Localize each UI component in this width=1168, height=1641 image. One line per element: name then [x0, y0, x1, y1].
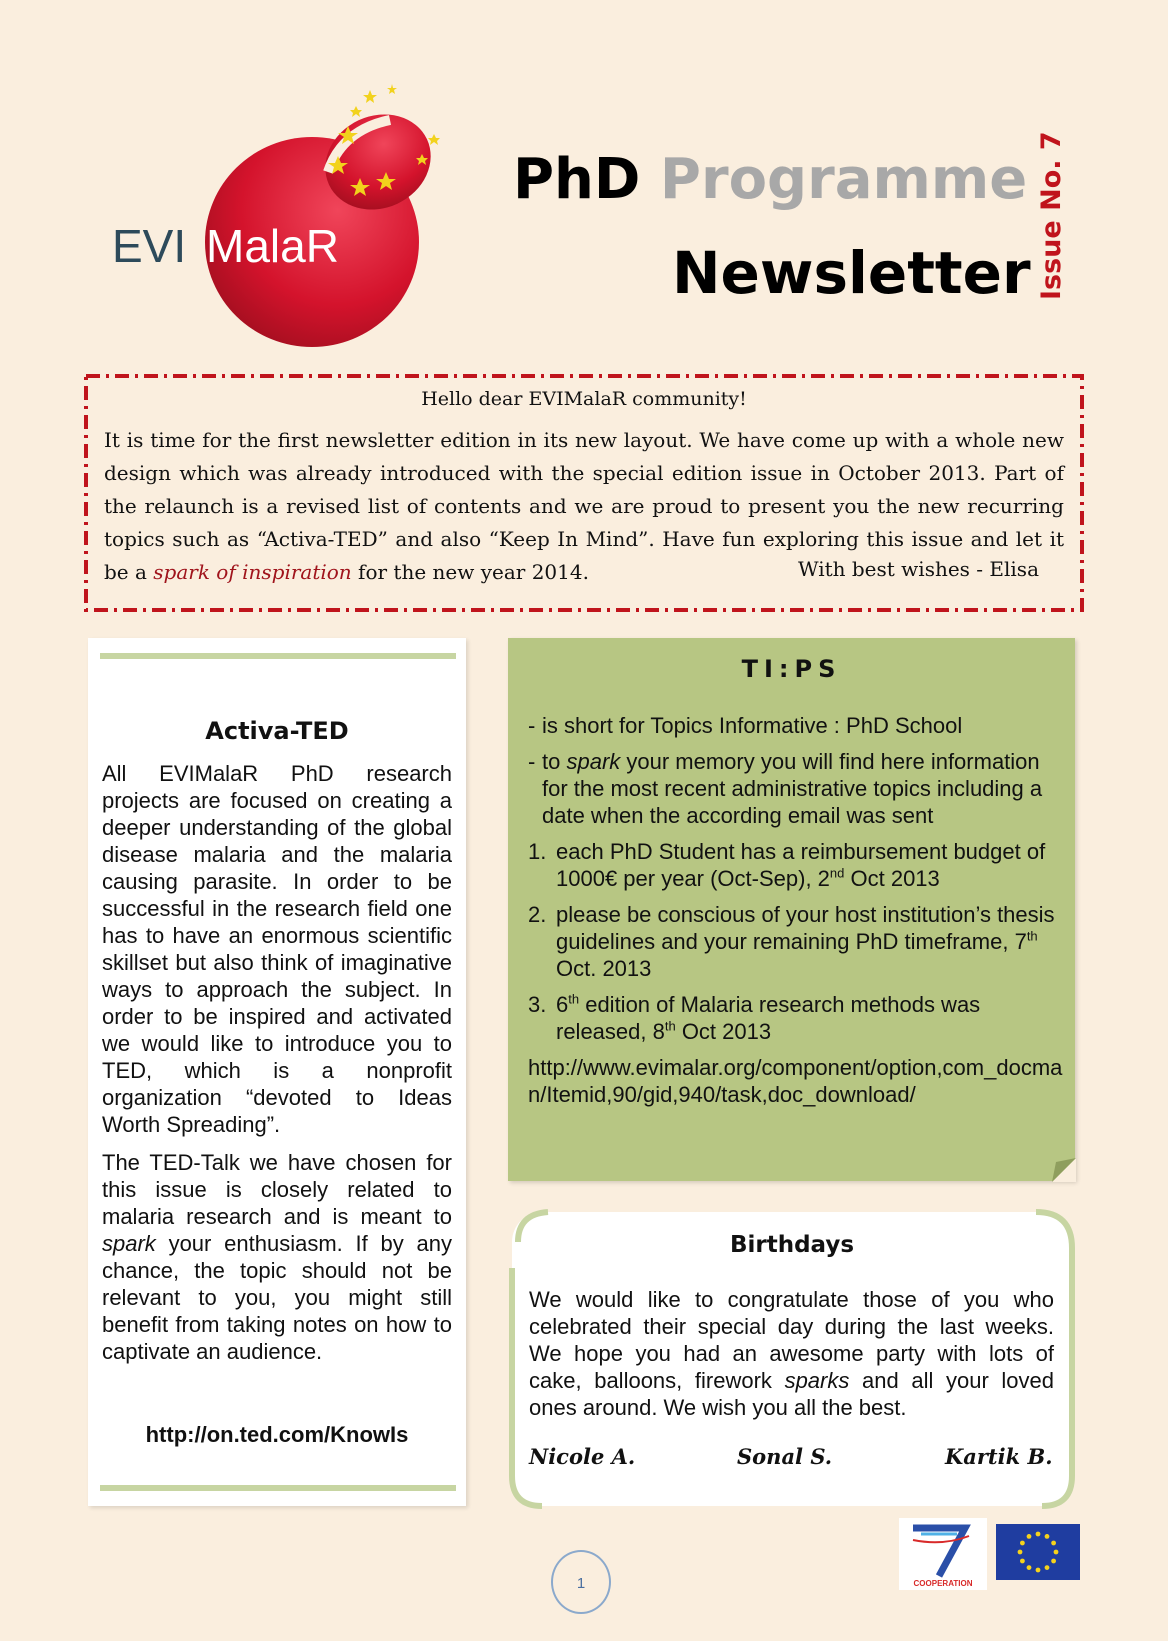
- intro-text: It is time for the first newsletter edition in its new layout. We have come up with a whole new design which was already introduced with the special edition issue in October 2013. Part of the relaunch is a revised list of contents and we are proud to present you the new recurring topics such as “Activa-TED” and also “Keep In Mind”. Have fun exploring this issue and let it be a: [104, 428, 1064, 584]
- bday-text: We would like to congratulate those of you who celebrated their special day during the last weeks. We hope you had an awesome party with lots of cake, balloons, firework: [529, 1287, 1054, 1393]
- activa-ted-body: [102, 760, 452, 1376]
- evimalar-logo: [100, 80, 480, 350]
- tips-item3-text: edition of Malaria research methods was released, 8: [556, 992, 981, 1044]
- logo-text-evi: EVI: [112, 220, 187, 272]
- tips-item1-sup: nd: [829, 865, 845, 881]
- ted-p2-text-end: your enthusiasm. If by any chance, the topic should not be relevant to you, you might still benefit from taking notes on how to captivate an audience.: [102, 1231, 452, 1364]
- tips-list-item: 1. each PhD Student has a reimbursement budget of 1000€ per year (Oct-Sep), 2nd Oct 2013: [528, 839, 1046, 891]
- eu-star: [1020, 1541, 1025, 1546]
- tips-item2-text: please be conscious of your host institution’s thesis guidelines and your remaining PhD timeframe, 7: [556, 902, 1055, 954]
- eu-star: [1054, 1550, 1059, 1555]
- intro-text-end: for the new year 2014.: [351, 560, 589, 584]
- birthday-name: Kartik B.: [945, 1444, 1053, 1469]
- fp7-cooperation-logo: [899, 1518, 987, 1590]
- bday-text-end: and all your loved ones around. We wish you all the best.: [529, 1368, 1054, 1420]
- tips-item3-sup2: th: [664, 1018, 676, 1034]
- ted-paragraph-1: All EVIMalaR PhD research projects are focused on creating a deeper understanding of the global disease malaria and the malaria causing parasite. In order to be successful in the research field one has to have an enormous scientific skillset but also think of imaginative ways to approach the subject. In order to be inspired and activated we would like to introduce you to TED, which is a nonprofit organization “devoted to Ideas Worth Spreading”.: [102, 761, 452, 1137]
- eu-star: [1027, 1534, 1032, 1539]
- title-phd: PhD: [513, 147, 641, 212]
- tips-dash2-text-end: your memory you will find here information for the most recent administrative topics including a date when the according email was sent: [542, 749, 1043, 828]
- tips-item1-text: each PhD Student has a reimbursement budget of 1000€ per year (Oct-Sep), 2: [556, 839, 1046, 891]
- tips-list-item: 3. 6th edition of Malaria research methods was released, 8th Oct 2013: [528, 991, 981, 1044]
- tips-dash1-text: is short for Topics Informative : PhD School: [542, 713, 963, 738]
- eu-star: [1027, 1565, 1032, 1570]
- tips-corner-fold: [1052, 1158, 1076, 1182]
- ted-p2-em: spark: [102, 1231, 156, 1256]
- eu-flag-icon: [996, 1524, 1080, 1580]
- logo-text-malar: MalaR: [206, 220, 339, 272]
- bday-em: sparks: [784, 1368, 850, 1393]
- eu-star: [1051, 1541, 1056, 1546]
- intro-greeting: Hello dear EVIMalaR community!: [421, 388, 747, 410]
- tips-item2-sup: th: [1026, 928, 1038, 944]
- birthdays-title: Birthdays: [729, 1232, 855, 1258]
- tips-item3-date: Oct 2013: [675, 1019, 772, 1044]
- tips-body: [528, 712, 1063, 1108]
- tips-dash2-em: spark: [566, 749, 621, 774]
- intro-signature: With best wishes - Elisa: [798, 557, 1039, 581]
- ted-top-rule: [100, 653, 456, 659]
- tips-link[interactable]: http://www.evimalar.org/component/option,com_docman/Itemid,90/gid,940/task,doc_download/: [528, 1055, 1063, 1107]
- eu-star: [1036, 1532, 1041, 1537]
- intro-highlight: spark of inspiration: [153, 560, 352, 584]
- eu-star: [1018, 1550, 1023, 1555]
- tips-dash-item: - is short for Topics Informative : PhD School: [528, 713, 963, 738]
- title-newsletter: Newsletter: [672, 239, 1031, 307]
- page-number: 1: [576, 1575, 586, 1592]
- eu-star: [1036, 1568, 1041, 1573]
- eu-star: [1020, 1559, 1025, 1564]
- activa-ted-title: Activa-TED: [205, 717, 349, 745]
- tips-item3-pre: 6: [556, 992, 569, 1017]
- tips-dash2-text: to: [542, 749, 567, 774]
- tips-item1-date: Oct 2013: [844, 866, 940, 891]
- birthday-name: Sonal S.: [737, 1444, 833, 1469]
- title-programme: Programme: [659, 147, 1028, 212]
- ted-paragraph-2: [102, 1149, 452, 1365]
- birthday-name: Nicole A.: [529, 1444, 636, 1469]
- eu-star: [1045, 1534, 1050, 1539]
- eu-star: [1051, 1559, 1056, 1564]
- birthdays-body: [529, 1286, 1054, 1421]
- eu-star: [1045, 1565, 1050, 1570]
- ted-p2-text: The TED-Talk we have chosen for this issue is closely related to malaria research and is meant to: [102, 1150, 452, 1229]
- fp7-label: COOPERATION: [913, 1579, 973, 1588]
- tips-item2-date: Oct. 2013: [556, 956, 652, 981]
- tips-list-item: 2. please be conscious of your host institution’s thesis guidelines and your remaining PhD timeframe, 7th Oct. 2013: [528, 902, 1055, 981]
- ted-link[interactable]: http://on.ted.com/KnowIs: [145, 1422, 409, 1447]
- ted-bottom-rule: [100, 1485, 456, 1491]
- title-phd-programme: [513, 148, 1027, 212]
- issue-number: Issue No. 7: [1036, 131, 1067, 300]
- tips-item3-sup1: th: [568, 991, 580, 1007]
- tips-dash-item: - to spark your memory you will find here information for the most recent administrative topics including a date when the according email was sent: [528, 749, 1043, 828]
- tips-title: TI:PS: [741, 655, 842, 683]
